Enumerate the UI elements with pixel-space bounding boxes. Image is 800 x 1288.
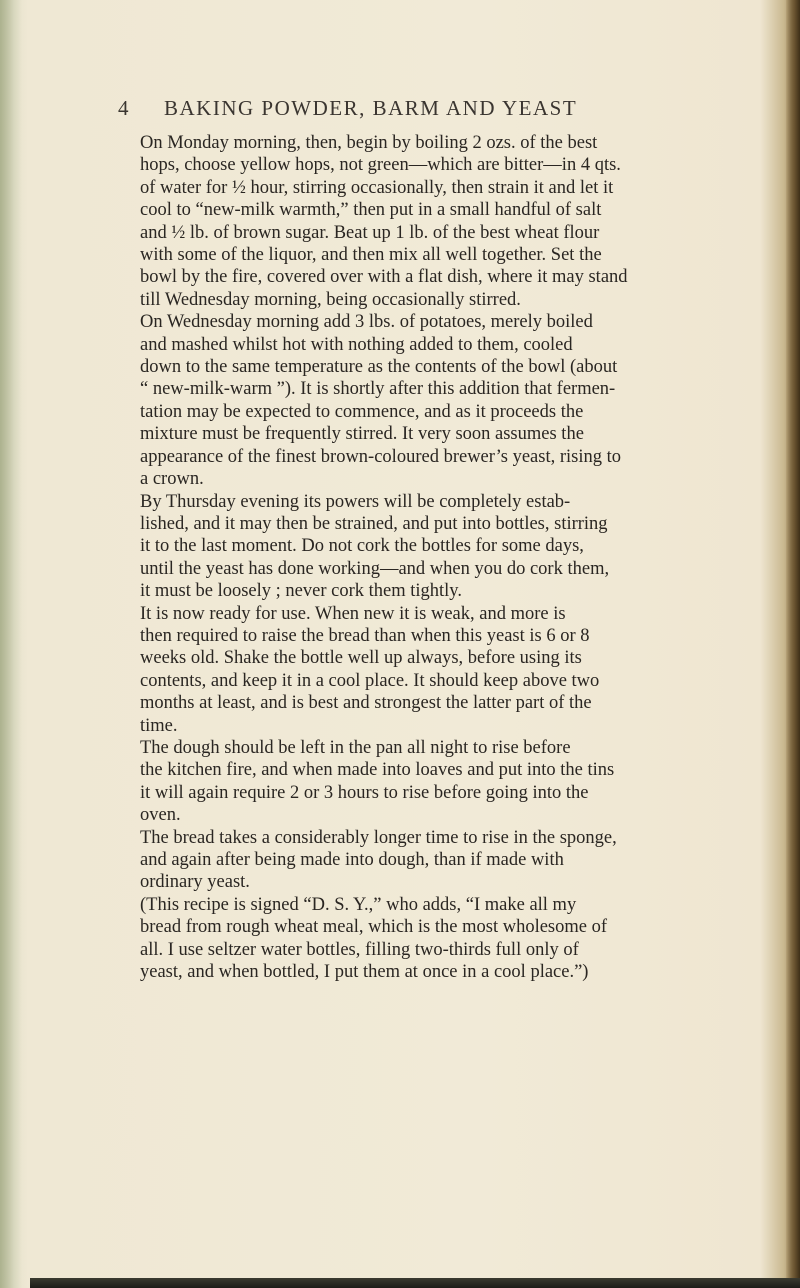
text-line: bread from rough wheat meal, which is the most wholesome of (140, 917, 608, 938)
text-line: oven. (140, 805, 181, 826)
page-number: 4 (118, 96, 130, 120)
running-header (118, 96, 698, 121)
text-line: of water for ½ hour, stirring occasionally, then strain it and let it (140, 177, 614, 198)
text-line: (This recipe is signed “D. S. Y.,” who adds, “I make all my (140, 894, 577, 915)
text-line: then required to raise the bread than when this yeast is 6 or 8 (140, 625, 590, 646)
text-line: till Wednesday morning, being occasionally stirred. (140, 289, 521, 310)
text-line: with some of the liquor, and then mix all well together. Set the (140, 245, 602, 266)
running-title: BAKING POWDER, BARM AND YEAST (164, 96, 578, 120)
text-line: months at least, and is best and strongest the latter part of the (140, 693, 592, 714)
text-line: The dough should be left in the pan all night to rise before (140, 737, 571, 758)
text-line: It is now ready for use. When new it is weak, and more is (140, 603, 566, 624)
paragraph (120, 894, 705, 984)
text-line: weeks old. Shake the bottle well up always, before using its (140, 648, 582, 669)
text-line: On Monday morning, then, begin by boiling 2 ozs. of the best (140, 133, 598, 153)
text-line: and ½ lb. of brown sugar. Beat up 1 lb. of the best wheat flour (140, 222, 600, 243)
text-line: a crown. (140, 469, 204, 490)
page-right-edge (786, 0, 800, 1288)
paragraph (120, 827, 705, 894)
text-line: On Wednesday morning add 3 lbs. of potatoes, merely boiled (140, 312, 593, 333)
text-line: mixture must be frequently stirred. It very soon assumes the (140, 424, 584, 445)
text-line: appearance of the finest brown-coloured brewer’s yeast, rising to (140, 446, 621, 467)
body-text (120, 132, 705, 983)
text-line: it to the last moment. Do not cork the bottles for some days, (140, 536, 584, 557)
text-line: it will again require 2 or 3 hours to rise before going into the (140, 782, 589, 803)
paragraph (120, 311, 705, 490)
text-line: cool to “new-milk warmth,” then put in a small handful of salt (140, 200, 602, 221)
paragraph (120, 491, 705, 603)
text-line: time. (140, 715, 178, 736)
text-line: all. I use seltzer water bottles, filling two-thirds full only of (140, 939, 579, 960)
text-line: hops, choose yellow hops, not green—which are bitter—in 4 qts. (140, 155, 621, 176)
page-gutter-shadow (0, 0, 22, 1288)
text-line: and again after being made into dough, than if made with (140, 850, 564, 870)
text-line: lished, and it may then be strained, and put into bottles, stirring (140, 513, 608, 534)
page-bottom-edge (30, 1278, 800, 1288)
text-line: down to the same temperature as the contents of the bowl (about (140, 357, 618, 378)
paragraph (120, 132, 705, 311)
text-line: it must be loosely ; never cork them tightly. (140, 581, 462, 602)
paragraph (120, 603, 705, 737)
text-line: By Thursday evening its powers will be completely estab- (140, 491, 571, 512)
text-line: tation may be expected to commence, and as it proceeds the (140, 401, 584, 422)
text-line: ordinary yeast. (140, 872, 250, 893)
text-line: contents, and keep it in a cool place. It should keep above two (140, 670, 600, 691)
text-line: the kitchen fire, and when made into loaves and put into the tins (140, 760, 615, 781)
text-line: bowl by the fire, covered over with a flat dish, where it may stand (140, 267, 628, 288)
text-line: “ new-milk-warm ”). It is shortly after this addition that fermen- (140, 379, 616, 400)
text-line: until the yeast has done working—and when you do cork them, (140, 558, 610, 579)
text-line: The bread takes a considerably longer time to rise in the sponge, (140, 827, 617, 848)
text-line: yeast, and when bottled, I put them at once in a cool place.”) (140, 962, 589, 983)
text-line: and mashed whilst hot with nothing added to them, cooled (140, 334, 573, 355)
paragraph (120, 737, 705, 827)
